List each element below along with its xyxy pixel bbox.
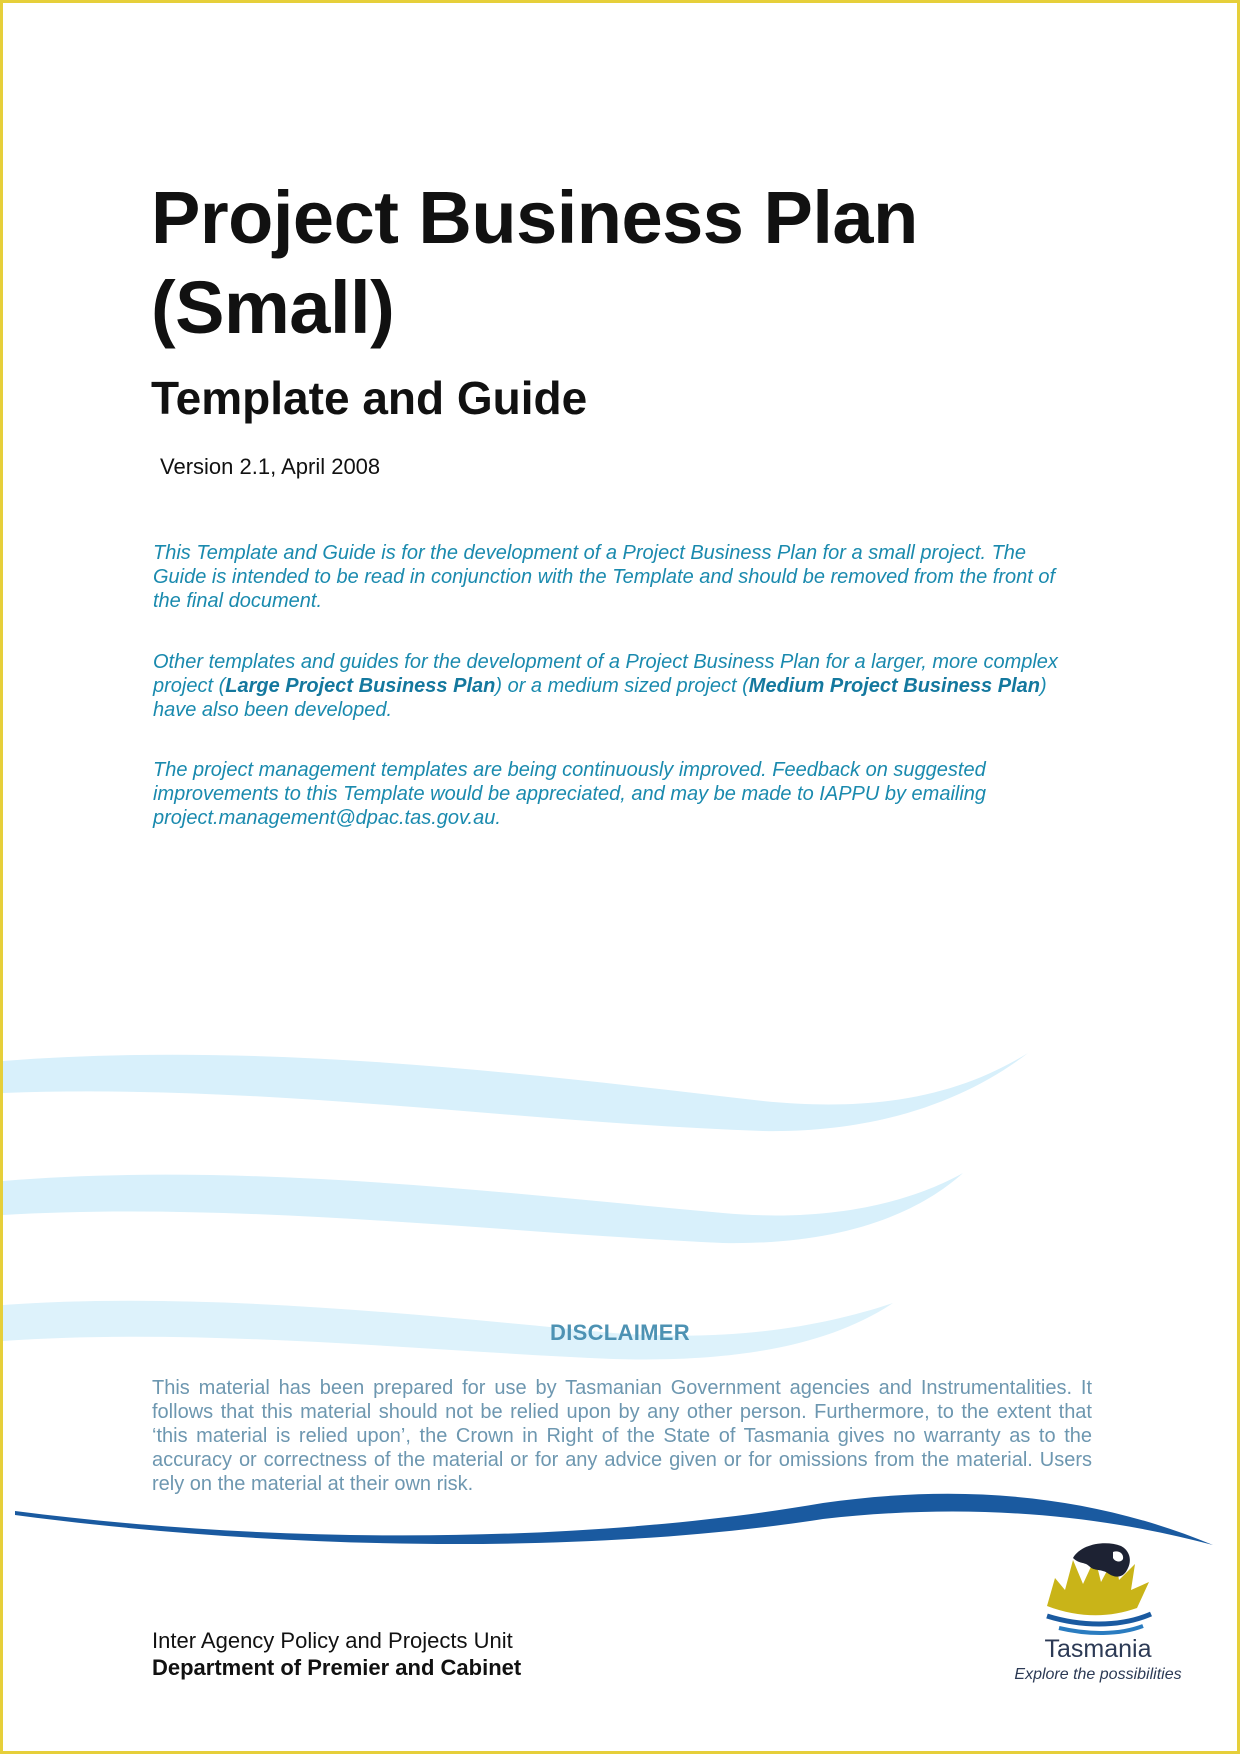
- version-label: Version 2.1, April 2008: [160, 454, 381, 479]
- emblem-water-1: [1047, 1614, 1151, 1624]
- intro-p2-text-c: ) have also been developed.: [153, 675, 1047, 721]
- title-line-1: Project Business Plan: [151, 176, 918, 259]
- wave-light-2: [3, 1173, 963, 1243]
- logo-wordmark: Tasmania: [1044, 1635, 1152, 1663]
- wave-light-1: [3, 1053, 1028, 1131]
- footer-unit-name: Inter Agency Policy and Projects Unit: [152, 1628, 513, 1653]
- tasmania-logo: [1013, 1538, 1193, 1713]
- intro-paragraph-3: The project management templates are being continuously improved. Feedback on suggested improvements to this Template would be appreciated, and may be made to IAPPU by emailing project.management@dpac.tas.gov.au.: [153, 759, 987, 829]
- tasmanian-devil-emblem-icon: [1039, 1538, 1159, 1638]
- title-line-2: (Small): [151, 266, 395, 349]
- logo-tagline: Explore the possibilities: [1014, 1666, 1182, 1683]
- large-project-plan-reference: Large Project Business Plan: [225, 675, 496, 697]
- footer-department-name: Department of Premier and Cabinet: [152, 1655, 522, 1680]
- intro-paragraph-2: [153, 650, 1083, 722]
- emblem-water-2: [1059, 1626, 1143, 1633]
- intro-p2-text-b: ) or a medium sized project (: [495, 675, 749, 697]
- intro-p2-text-a: Other templates and guides for the development of a Project Business Plan for a larger, more complex project (: [153, 651, 1058, 697]
- medium-project-plan-reference: Medium Project Business Plan: [748, 675, 1040, 697]
- document-title: [151, 173, 918, 353]
- document-subtitle: Template and Guide: [151, 372, 588, 424]
- disclaimer-body: This material has been prepared for use by Tasmanian Government agencies and Instrumentalities. It follows that this material should not be relied upon by any other person. Furthermore, to the extent that ‘this material is relied upon’, the Crown in Right of the State of Tasmania gives no warranty as to the accuracy or correctness of the material or for any advice given or for omissions from the material. Users rely on the material at their own risk.: [152, 1377, 1092, 1495]
- disclaimer-heading: DISCLAIMER: [550, 1320, 690, 1345]
- intro-paragraph-1: This Template and Guide is for the development of a Project Business Plan for a small project. The Guide is intended to be read in conjunction with the Template and should be removed from the front of the final document.: [153, 542, 1056, 612]
